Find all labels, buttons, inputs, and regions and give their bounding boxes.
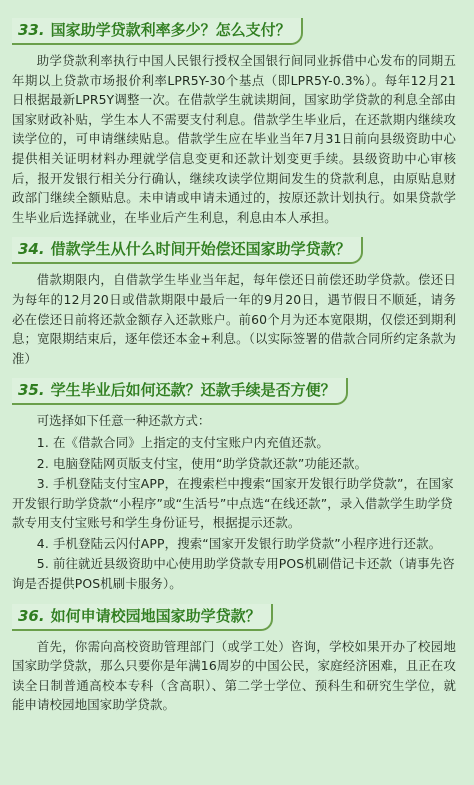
section-title: 学生毕业后如何还款？还款手续是否方便？ [50,381,336,400]
section-paragraph: 助学贷款利率执行中国人民银行授权全国银行间同业拆借中心发布的同期五年期以上贷款市场报价利率LPR5Y-30个基点（即LPR5Y-0.3%）。每年12月21日根据最新LPR5Y调整一次。在借款学生就读期间，国家助学贷款的利息全部由国家财政补贴，学生本人不需要支付利息。借款学生毕业后，在还款期内继续攻读学位的，可申请继续贴息。借款学生应在毕业当年7月31日前向县级资助中心提供相关证明材料办理就学信息变更和还款计划变更手续。县级资助中心审核后，报开发银行相关分行确认，继续攻读学位期间发生的贷款利息，由原贴息财政部门继续全额贴息。未申请或申请未通过的，按原还款计划执行。如果贷款学生毕业后选择就业，在毕业后产生利息，利息由本人承担。 [12,53,456,225]
section-title: 国家助学贷款利率多少？怎么支付？ [50,21,291,39]
section-heading [12,237,363,264]
section-title: 如何申请校园地国家助学贷款？ [50,606,261,625]
section-heading [12,604,273,631]
section-heading [12,18,303,45]
section-heading [12,378,348,405]
section-number: 34. [18,240,45,259]
section-number: 33. [18,21,45,39]
section-36 [12,594,456,715]
section-number: 35. [18,381,45,400]
section-33 [12,8,456,227]
list-item: 2. 电脑登陆网页版支付宝，使用“助学贷款还款”功能还款。 [36,455,368,471]
list-intro: 可选择如下任意一种还款方式： [36,413,211,429]
section-paragraph: 借款期限内，自借款学生毕业当年起，每年偿还日前偿还助学贷款。偿还日为每年的12月20日或借款期限中最后一年的9月20日，遇节假日不顺延，请务必在偿还日前将还款金额存入还款账户。前60个月为还本宽限期，仅偿还到期利息；宽限期结束后，逐年偿还本金+利息。（以实际签署的借款合同所约定条款为准） [12,272,456,366]
section-title: 借款学生从什么时间开始偿还国家助学贷款？ [50,240,351,259]
section-35 [12,368,456,593]
list-item: 5. 前往就近县级资助中心使用助学贷款专用POS机刷借记卡还款（请事先咨询是否提供POS机刷卡服务）。 [12,556,455,592]
section-paragraph: 首先，你需向高校资助管理部门（或学工处）咨询，学校如果开办了校园地国家助学贷款，那么只要你是年满16周岁的中国公民，家庭经济困难，且正在攻读全日制普通高校本专科（含高职）、第二学士学位、预科生和研究生学位，就能申请校园地国家助学贷款。 [12,638,456,713]
section-number: 36. [18,606,45,625]
section-34 [12,227,456,368]
list-item: 1. 在《借款合同》上指定的支付宝账户内充值还款。 [36,434,329,450]
list-item: 4. 手机登陆云闪付APP，搜索“国家开发银行助学贷款”小程序进行还款。 [36,535,442,551]
list-item: 3. 手机登陆支付宝APP，在搜索栏中搜索“国家开发银行助学贷款”，在国家开发银行助学贷款“小程序”或“生活号”中点选“在线还款”，录入借款学生助学贷款专用支付宝账号和学生身份证号，根据提示还款。 [12,476,454,531]
